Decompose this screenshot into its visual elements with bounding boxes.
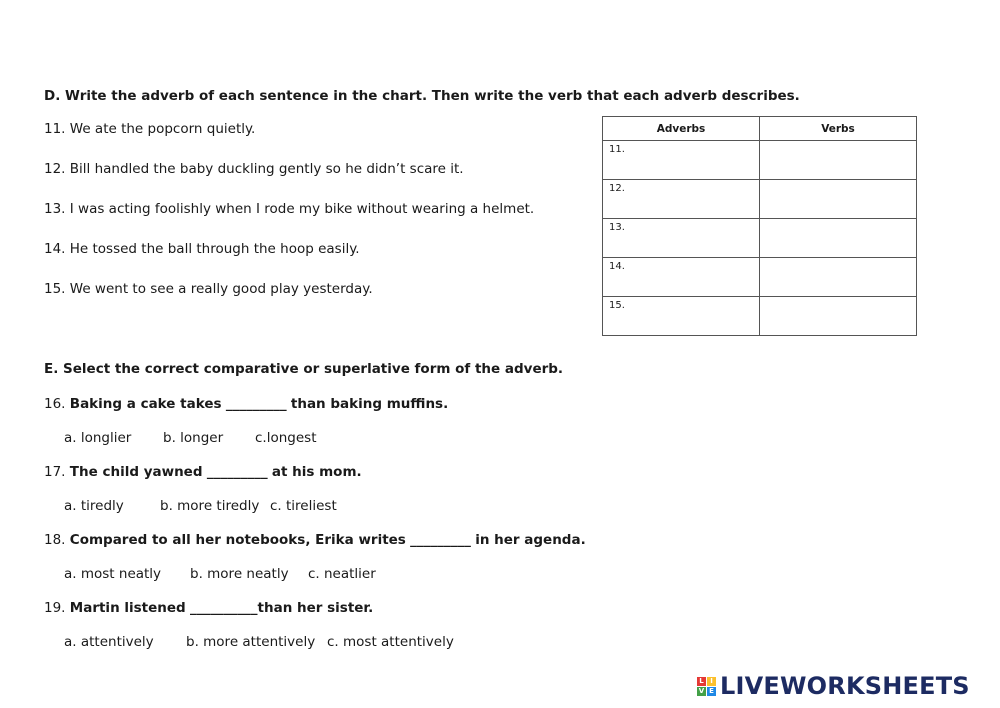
- sentence-12: 12. Bill handled the baby duckling gently so he didn’t scare it.: [44, 161, 464, 177]
- option-16-c[interactable]: c.longest: [255, 430, 317, 446]
- question-number: 19.: [44, 600, 66, 616]
- adverb-answer-15[interactable]: 15.: [603, 297, 760, 336]
- question-text-after: than baking muffins.: [290, 396, 449, 412]
- adverb-answer-11[interactable]: 11.: [603, 141, 760, 180]
- answer-blank[interactable]: _________: [225, 396, 287, 412]
- verb-answer-14[interactable]: [760, 258, 917, 297]
- question-text-before: The child yawned: [69, 464, 203, 480]
- option-17-a[interactable]: a. tiredly: [64, 498, 124, 514]
- brand-name: LIVEWORKSHEETS: [720, 672, 970, 700]
- question-18: [44, 532, 586, 548]
- chart-header-adverbs: Adverbs: [603, 117, 760, 141]
- chart-row: [603, 297, 917, 336]
- answer-blank[interactable]: __________: [190, 600, 258, 616]
- option-19-b[interactable]: b. more attentively: [186, 634, 316, 650]
- question-19: [44, 600, 373, 616]
- option-18-c[interactable]: c. neatlier: [308, 566, 376, 582]
- mark-cell: E: [707, 687, 716, 696]
- sentence-11: 11. We ate the popcorn quietly.: [44, 121, 256, 137]
- question-text-after: in her agenda.: [475, 532, 586, 548]
- question-text-before: Baking a cake takes: [69, 396, 222, 412]
- adverb-answer-13[interactable]: 13.: [603, 219, 760, 258]
- option-17-c[interactable]: c. tireliest: [270, 498, 337, 514]
- adverb-answer-14[interactable]: 14.: [603, 258, 760, 297]
- adverb-answer-12[interactable]: 12.: [603, 180, 760, 219]
- question-text-after: at his mom.: [271, 464, 362, 480]
- question-text-before: Compared to all her notebooks, Erika writes: [69, 532, 406, 548]
- option-18-a[interactable]: a. most neatly: [64, 566, 162, 582]
- mark-cell: V: [698, 686, 705, 695]
- liveworksheets-logo: [697, 672, 970, 700]
- question-number: 16.: [44, 396, 66, 412]
- option-19-c[interactable]: c. most attentively: [327, 634, 454, 650]
- chart-row: [603, 219, 917, 258]
- liveworksheets-mark-icon: [697, 677, 716, 696]
- verb-answer-13[interactable]: [760, 219, 917, 258]
- question-number: 18.: [44, 532, 66, 548]
- question-number: 17.: [44, 464, 66, 480]
- answer-blank[interactable]: _________: [206, 464, 268, 480]
- verb-answer-15[interactable]: [760, 297, 917, 336]
- section-d-heading: D. Write the adverb of each sentence in the chart. Then write the verb that each adverb describes.: [44, 88, 800, 104]
- question-text-before: Martin listened: [69, 600, 186, 616]
- option-17-b[interactable]: b. more tiredly: [160, 498, 260, 514]
- sentence-13: 13. I was acting foolishly when I rode my bike without wearing a helmet.: [44, 201, 535, 217]
- chart-row: [603, 258, 917, 297]
- chart-row: [603, 141, 917, 180]
- verb-answer-12[interactable]: [760, 180, 917, 219]
- answer-blank[interactable]: _________: [410, 532, 471, 548]
- mark-cell: I: [707, 677, 716, 686]
- option-18-b[interactable]: b. more neatly: [190, 566, 289, 582]
- chart-row: [603, 180, 917, 219]
- sentence-15: 15. We went to see a really good play yesterday.: [44, 281, 373, 297]
- option-16-a[interactable]: a. longlier: [64, 430, 132, 446]
- section-e-heading: E. Select the correct comparative or superlative form of the adverb.: [44, 361, 564, 377]
- sentence-14: 14. He tossed the ball through the hoop easily.: [44, 241, 360, 257]
- question-text-after: than her sister.: [257, 600, 374, 616]
- chart-header-verbs: Verbs: [760, 117, 917, 141]
- verb-answer-11[interactable]: [760, 141, 917, 180]
- mark-cell: L: [697, 677, 706, 686]
- adverb-verb-chart: [602, 116, 917, 336]
- question-16: [44, 396, 448, 412]
- option-16-b[interactable]: b. longer: [163, 430, 224, 446]
- question-17: [44, 464, 362, 480]
- option-19-a[interactable]: a. attentively: [64, 634, 154, 650]
